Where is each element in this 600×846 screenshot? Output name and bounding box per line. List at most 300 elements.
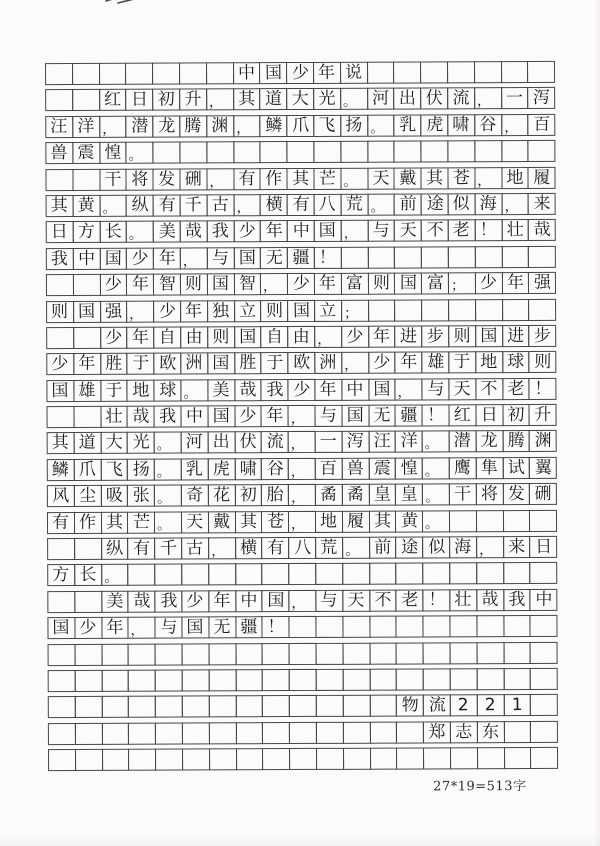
grid-cell xyxy=(234,484,262,506)
handwritten-char: 国 xyxy=(52,618,71,639)
grid-cell xyxy=(208,537,236,559)
grid-cell xyxy=(476,642,504,664)
grid-cell xyxy=(235,669,263,691)
handwritten-char: 其 xyxy=(105,512,124,533)
handwritten-char: 哉 xyxy=(184,221,203,242)
handwritten-char: 千 xyxy=(159,538,177,559)
grid-cell xyxy=(448,272,476,294)
grid-cell xyxy=(369,642,397,664)
handwritten-char: 少 xyxy=(131,248,149,269)
handwritten-char: 无 xyxy=(265,247,283,268)
grid-cell xyxy=(72,89,100,111)
handwritten-char: 自 xyxy=(158,327,176,348)
grid-cell xyxy=(206,194,234,216)
grid-cell xyxy=(154,511,182,533)
grid-cell xyxy=(421,167,449,189)
grid-cell xyxy=(75,696,103,718)
grid-cell xyxy=(127,353,155,375)
handwritten-char: 矞 xyxy=(347,484,365,506)
handwritten-char: 疆 xyxy=(400,405,418,426)
handwritten-char: 中 xyxy=(240,590,258,611)
grid-cell xyxy=(503,694,531,716)
grid-cell xyxy=(153,142,181,164)
manuscript-row xyxy=(47,430,557,454)
handwritten-char: 东 xyxy=(482,721,500,742)
grid-cell xyxy=(127,432,155,454)
grid-cell xyxy=(260,194,288,216)
grid-cell xyxy=(73,300,101,322)
grid-cell xyxy=(528,298,556,320)
handwritten-char: 美 xyxy=(158,221,176,243)
grid-cell xyxy=(422,404,450,426)
grid-cell xyxy=(153,300,181,322)
grid-cell xyxy=(395,536,423,558)
grid-cell xyxy=(181,537,209,559)
handwritten-char: 独 xyxy=(212,300,230,321)
handwritten-char: 国 xyxy=(51,380,69,401)
handwritten-char: 发 xyxy=(158,169,176,190)
handwritten-char: 泻 xyxy=(346,431,364,452)
grid-cell xyxy=(155,696,183,718)
grid-cell xyxy=(235,511,263,533)
handwritten-char: 哉 xyxy=(133,591,151,612)
handwritten-char: 年 xyxy=(265,221,283,242)
grid-cell xyxy=(260,220,288,242)
handwritten-char: 于 xyxy=(453,352,471,373)
handwritten-char: ， xyxy=(290,463,306,480)
handwritten-char: ， xyxy=(290,437,305,454)
grid-cell xyxy=(288,484,316,506)
handwritten-char: 。 xyxy=(183,385,198,402)
grid-cell xyxy=(503,536,531,558)
grid-cell xyxy=(288,379,316,401)
grid-cell xyxy=(288,511,316,533)
handwritten-char: 尘 xyxy=(79,486,97,507)
grid-cell xyxy=(528,166,556,188)
handwritten-char: 腾 xyxy=(507,431,525,452)
grid-cell xyxy=(449,510,477,532)
grid-cell xyxy=(340,141,368,163)
handwritten-char: 壮 xyxy=(506,220,524,241)
manuscript-row xyxy=(45,87,555,111)
grid-cell xyxy=(233,62,261,84)
grid-cell xyxy=(503,615,531,637)
handwritten-char: 国 xyxy=(212,406,230,427)
grid-cell xyxy=(449,589,477,611)
handwritten-char: 年 xyxy=(158,248,176,269)
grid-cell xyxy=(421,352,449,374)
handwritten-char: 似 xyxy=(427,537,445,558)
grid-cell xyxy=(99,221,127,243)
handwritten-char: 与 xyxy=(211,247,230,269)
grid-cell xyxy=(206,115,234,137)
grid-cell xyxy=(46,248,74,270)
grid-cell xyxy=(448,299,476,321)
grid-cell xyxy=(72,195,100,217)
grid-cell xyxy=(367,141,395,163)
grid-cell xyxy=(501,167,529,189)
grid-cell xyxy=(181,511,209,533)
manuscript-row xyxy=(47,536,557,560)
grid-cell xyxy=(396,721,424,743)
grid-cell xyxy=(73,406,101,428)
grid-cell xyxy=(530,747,558,769)
grid-cell xyxy=(154,590,182,612)
grid-cell xyxy=(45,169,73,191)
grid-cell xyxy=(73,327,101,349)
handwritten-char: 步 xyxy=(426,326,444,347)
handwritten-char: 中 xyxy=(237,63,256,84)
grid-cell xyxy=(100,327,128,349)
grid-cell xyxy=(235,616,263,638)
handwritten-char: ， xyxy=(208,94,223,111)
grid-cell xyxy=(233,273,261,295)
grid-cell xyxy=(260,141,288,163)
grid-cell xyxy=(449,483,477,505)
grid-cell xyxy=(529,378,557,400)
handwritten-char: 。 xyxy=(425,489,440,506)
grid-cell xyxy=(368,325,396,347)
grid-cell xyxy=(447,140,475,162)
grid-cell xyxy=(102,749,130,771)
grid-cell xyxy=(529,430,557,452)
handwritten-char: 壮 xyxy=(105,406,123,427)
grid-cell xyxy=(73,380,101,402)
handwritten-char: 发 xyxy=(507,484,525,505)
grid-cell xyxy=(529,404,557,426)
handwritten-char: 大 xyxy=(105,432,123,454)
handwritten-char: 。 xyxy=(424,436,439,453)
handwritten-char: 于 xyxy=(132,353,150,374)
grid-cell xyxy=(476,668,504,690)
grid-cell xyxy=(126,89,154,111)
grid-cell xyxy=(369,563,397,585)
grid-cell xyxy=(529,483,557,505)
handwritten-char: 年 xyxy=(213,590,231,611)
handwritten-char: 中 xyxy=(78,248,96,269)
handwritten-char: 年 xyxy=(506,272,524,293)
grid-cell xyxy=(316,669,344,691)
grid-cell xyxy=(450,721,478,743)
grid-cell xyxy=(152,63,180,85)
grid-cell xyxy=(528,272,556,294)
grid-cell xyxy=(475,325,503,347)
handwritten-char: 汪 xyxy=(50,116,68,137)
grid-cell xyxy=(477,721,505,743)
handwritten-char: 光 xyxy=(318,89,336,110)
handwritten-char: 八 xyxy=(293,537,311,559)
handwritten-char: 谷 xyxy=(479,114,497,135)
handwritten-char: 来 xyxy=(507,536,526,558)
grid-cell xyxy=(100,406,128,428)
handwritten-char: 国 xyxy=(346,405,364,426)
grid-cell xyxy=(180,247,208,269)
grid-cell xyxy=(502,351,530,373)
grid-cell xyxy=(527,87,555,109)
grid-cell xyxy=(289,722,317,744)
grid-cell xyxy=(369,589,397,611)
handwritten-char: 雄 xyxy=(78,380,96,401)
grid-cell xyxy=(46,327,74,349)
handwritten-char: 步 xyxy=(533,325,551,346)
grid-cell xyxy=(394,273,422,295)
grid-cell xyxy=(74,538,102,560)
handwritten-char: 大 xyxy=(291,89,309,110)
grid-cell xyxy=(396,589,424,611)
grid-cell xyxy=(287,247,315,269)
grid-cell xyxy=(476,563,504,585)
handwritten-char: 来 xyxy=(533,193,551,214)
manuscript-row xyxy=(46,298,556,322)
handwritten-char: 震 xyxy=(373,458,391,479)
grid-cell xyxy=(530,641,558,663)
grid-cell xyxy=(316,722,344,744)
grid-cell xyxy=(182,722,210,744)
grid-cell xyxy=(180,274,208,296)
grid-cell xyxy=(101,670,129,692)
grid-cell xyxy=(101,591,129,613)
grid-cell xyxy=(448,404,476,426)
grid-cell xyxy=(367,88,395,110)
grid-cell xyxy=(47,512,75,534)
handwritten-char: 爪 xyxy=(78,459,97,480)
manuscript-row xyxy=(48,721,558,745)
handwritten-char: 其 xyxy=(373,510,392,532)
grid-cell xyxy=(261,432,289,454)
grid-cell xyxy=(208,643,236,665)
grid-cell xyxy=(235,643,263,665)
grid-cell xyxy=(527,61,555,83)
handwritten-char: ， xyxy=(397,384,412,401)
grid-cell xyxy=(423,642,451,664)
grid-cell xyxy=(449,563,477,585)
page-curl-shadow xyxy=(496,787,600,846)
grid-cell xyxy=(99,195,127,217)
handwritten-char: ， xyxy=(291,595,306,612)
grid-cell xyxy=(475,351,503,373)
grid-cell xyxy=(449,431,477,453)
handwritten-char: 鳞 xyxy=(264,115,283,136)
grid-cell xyxy=(476,615,504,637)
handwritten-char: 哉 xyxy=(481,589,499,610)
grid-cell xyxy=(262,695,290,717)
handwritten-char: 则 xyxy=(185,274,203,295)
grid-cell xyxy=(395,378,423,400)
handwritten-char: 苍 xyxy=(266,511,284,532)
handwritten-char: ！ xyxy=(427,405,445,426)
handwritten-char: 自 xyxy=(265,326,284,348)
grid-cell xyxy=(126,247,154,269)
grid-cell xyxy=(474,167,502,189)
handwritten-char: 地 xyxy=(320,511,338,532)
handwritten-char: 则 xyxy=(372,273,391,294)
grid-cell xyxy=(101,538,129,560)
handwritten-char: 强 xyxy=(533,272,551,293)
handwritten-char: 富 xyxy=(426,273,444,294)
grid-cell xyxy=(180,194,208,216)
grid-cell xyxy=(288,431,316,453)
grid-cell xyxy=(154,485,182,507)
grid-cell xyxy=(208,511,236,533)
grid-cell xyxy=(530,694,558,716)
handwritten-char: 干 xyxy=(454,484,472,505)
handwritten-char: 洲 xyxy=(319,353,337,374)
grid-cell xyxy=(47,485,75,507)
handwritten-char: 有 xyxy=(292,194,310,215)
handwritten-char: 与 xyxy=(320,590,338,611)
grid-cell xyxy=(259,62,287,84)
grid-cell xyxy=(155,617,183,639)
grid-cell xyxy=(262,669,290,691)
handwritten-char: 吸 xyxy=(105,486,123,507)
grid-cell xyxy=(341,326,369,348)
handwritten-char: 壮 xyxy=(454,589,472,610)
grid-cell xyxy=(128,564,156,586)
handwritten-char: 惶 xyxy=(400,458,418,479)
grid-cell xyxy=(154,432,182,454)
grid-cell xyxy=(396,748,424,770)
handwritten-char: 方 xyxy=(52,565,70,586)
handwritten-char: 。 xyxy=(344,542,360,559)
handwritten-char: 鳞 xyxy=(52,459,70,481)
grid-cell xyxy=(395,457,423,479)
handwritten-char: 富 xyxy=(346,273,364,294)
handwritten-char: 黄 xyxy=(77,195,95,216)
manuscript-row xyxy=(46,272,556,296)
grid-cell xyxy=(99,142,127,164)
grid-cell xyxy=(342,484,370,506)
handwritten-char: 。 xyxy=(342,94,357,111)
handwritten-char: 黄 xyxy=(400,510,418,531)
grid-cell xyxy=(530,615,558,637)
grid-cell xyxy=(287,141,315,163)
grid-cell xyxy=(74,670,102,692)
grid-cell xyxy=(528,193,556,215)
grid-cell xyxy=(233,115,261,137)
grid-cell xyxy=(287,168,315,190)
grid-cell xyxy=(421,141,449,163)
handwritten-char: 洋 xyxy=(400,431,418,452)
grid-cell xyxy=(368,299,396,321)
grid-cell xyxy=(233,141,261,163)
grid-cell xyxy=(476,589,504,611)
handwritten-char: 日 xyxy=(50,222,69,243)
handwritten-char: 说 xyxy=(345,62,363,83)
grid-cell xyxy=(288,458,316,480)
grid-cell xyxy=(180,300,208,322)
handwritten-char: 啸 xyxy=(239,458,257,480)
grid-cell xyxy=(343,721,371,743)
handwritten-char: 长 xyxy=(79,565,97,586)
handwritten-char: ！ xyxy=(534,378,552,399)
handwritten-char: 升 xyxy=(184,89,202,110)
manuscript-row xyxy=(48,747,558,771)
handwritten-char: 国 xyxy=(104,248,122,269)
handwritten-char: ， xyxy=(476,93,491,110)
grid-cell xyxy=(181,617,209,639)
handwritten-char: 。 xyxy=(128,147,143,164)
grid-cell xyxy=(449,642,477,664)
handwritten-char: 由 xyxy=(185,327,203,348)
grid-cell xyxy=(287,352,315,374)
handwritten-char: 我 xyxy=(508,589,526,610)
grid-cell xyxy=(529,536,557,558)
grid-cell xyxy=(236,748,264,770)
handwritten-char: 履 xyxy=(533,167,551,188)
grid-cell xyxy=(502,299,530,321)
grid-cell xyxy=(286,115,314,137)
handwritten-char: 其 xyxy=(426,167,444,189)
handwritten-char: 似 xyxy=(452,193,471,215)
handwritten-char: 老 xyxy=(507,378,525,399)
grid-cell xyxy=(368,352,396,374)
grid-cell xyxy=(528,219,556,241)
grid-cell xyxy=(179,62,207,84)
grid-cell xyxy=(46,301,74,323)
grid-cell xyxy=(126,300,154,322)
handwritten-char: 干 xyxy=(104,169,122,190)
handwritten-char: 由 xyxy=(292,326,310,347)
grid-cell xyxy=(370,748,398,770)
handwritten-char: 年 xyxy=(131,327,150,348)
stray-pen-mark xyxy=(104,0,138,11)
grid-cell xyxy=(396,642,424,664)
handwritten-char: 国 xyxy=(239,327,257,348)
grid-cell xyxy=(287,299,315,321)
grid-cell xyxy=(206,168,234,190)
handwritten-char: 啸 xyxy=(452,114,470,135)
grid-cell xyxy=(422,510,450,532)
handwritten-char: 其 xyxy=(50,195,69,216)
grid-cell xyxy=(476,536,504,558)
grid-cell xyxy=(261,379,289,401)
handwritten-char: 我 xyxy=(159,406,177,427)
grid-cell xyxy=(368,431,396,453)
grid-cell xyxy=(152,89,180,111)
grid-cell xyxy=(477,747,505,769)
grid-cell xyxy=(262,590,290,612)
handwritten-char: 其 xyxy=(292,168,310,189)
grid-cell xyxy=(206,89,234,111)
grid-cell xyxy=(261,405,289,427)
handwritten-char: 少 xyxy=(51,354,69,375)
grid-cell xyxy=(262,563,290,585)
grid-cell xyxy=(530,589,558,611)
grid-cell xyxy=(314,220,342,242)
grid-cell xyxy=(420,88,448,110)
handwritten-char: 与 xyxy=(159,617,178,638)
handwritten-char: 龙 xyxy=(480,431,498,452)
handwritten-char: 日 xyxy=(480,405,498,426)
grid-cell xyxy=(128,643,156,665)
grid-cell xyxy=(315,537,343,559)
handwritten-char: 立 xyxy=(319,300,337,321)
grid-cell xyxy=(260,115,288,137)
grid-cell xyxy=(421,220,449,242)
handwritten-char: 乳 xyxy=(398,114,417,136)
grid-cell xyxy=(179,168,207,190)
handwritten-char: 天 xyxy=(347,590,365,611)
grid-cell xyxy=(342,537,370,559)
handwritten-char: 国 xyxy=(78,301,96,322)
grid-cell xyxy=(423,721,451,743)
grid-cell xyxy=(368,484,396,506)
grid-cell xyxy=(449,536,477,558)
grid-cell xyxy=(501,272,529,294)
grid-cell xyxy=(314,247,342,269)
handwritten-char: 年 xyxy=(319,273,337,294)
grid-cell xyxy=(315,458,343,480)
